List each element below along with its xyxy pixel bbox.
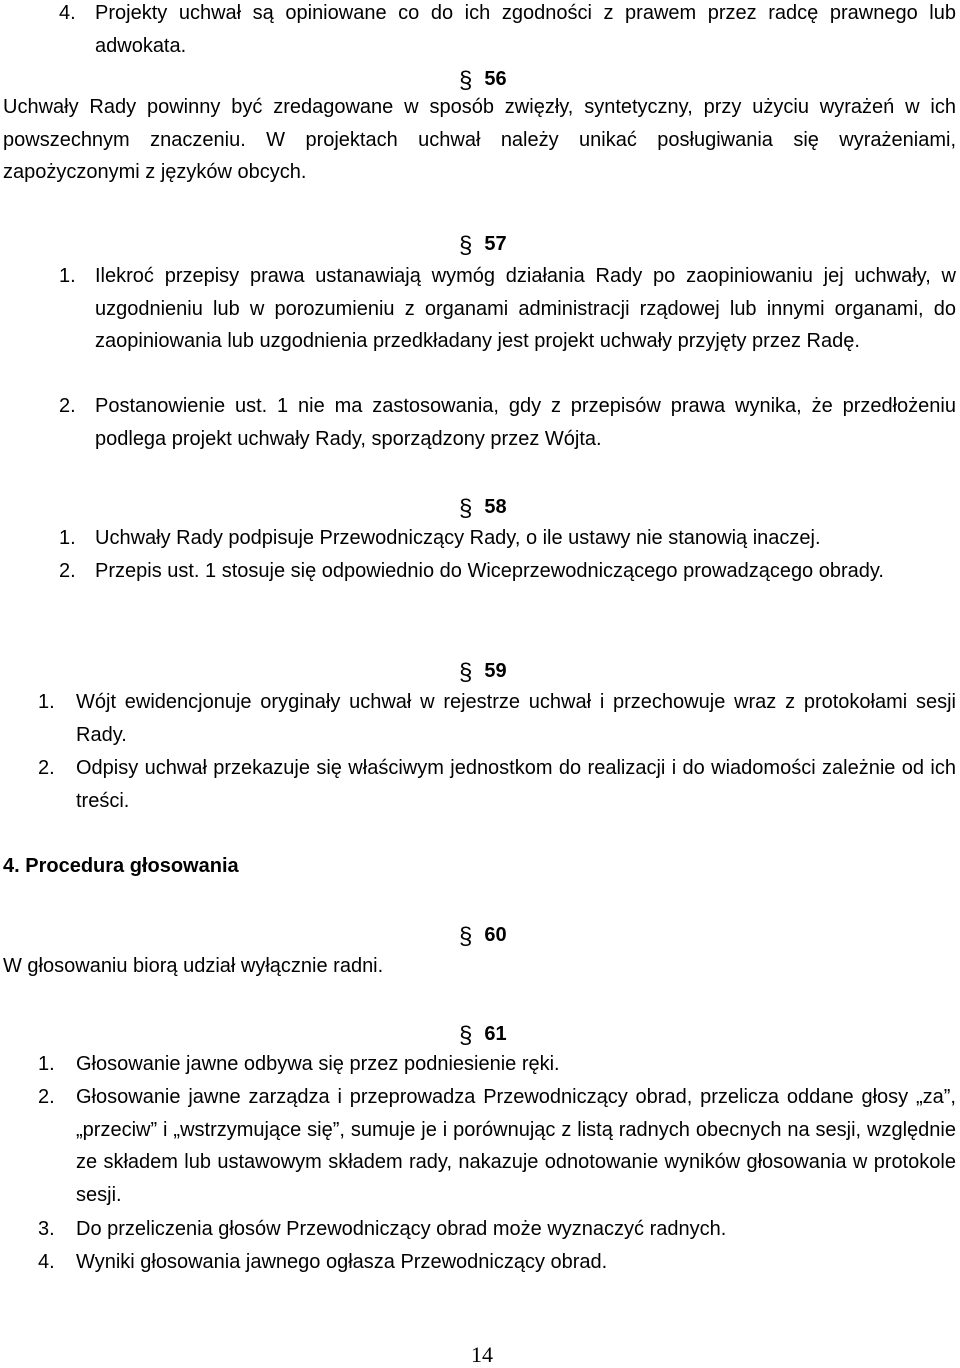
- paragraph-sign-icon: §: [459, 1022, 473, 1049]
- item-number: 2.: [38, 1086, 55, 1108]
- section-number: 61: [484, 1023, 507, 1045]
- paragraph-sign-icon: §: [459, 67, 473, 94]
- item-number: 1.: [38, 1053, 55, 1075]
- item-text: Wójt ewidencjonuje oryginały uchwał w rejestrze uchwał i przechowuje wraz z protokołami sesji Rady.: [76, 691, 956, 746]
- paragraph-sign-icon: §: [459, 923, 473, 950]
- item-number: 1.: [38, 691, 55, 713]
- chapter-heading: 4. Procedura głosowania: [3, 855, 239, 877]
- paragraph-sign-icon: §: [459, 495, 473, 522]
- paragraph-sign-icon: §: [459, 232, 473, 259]
- item-number: 4.: [38, 1251, 55, 1273]
- item-number: 2.: [59, 395, 76, 417]
- section-heading-60: [459, 921, 507, 948]
- item-text: Przepis ust. 1 stosuje się odpowiednio do Wiceprzewodniczącego prowadzącego obrady.: [95, 560, 884, 582]
- item-text: Wyniki głosowania jawnego ogłasza Przewodniczący obrad.: [76, 1251, 608, 1273]
- section-60-text: W głosowaniu biorą udział wyłącznie radni.: [3, 955, 384, 977]
- section-number: 58: [484, 496, 507, 518]
- item-text: Uchwały Rady podpisuje Przewodniczący Rady, o ile ustawy nie stanowią inaczej.: [95, 527, 821, 549]
- section-number: 60: [484, 924, 507, 946]
- item-number: 2.: [38, 757, 55, 779]
- item-number: 1.: [59, 265, 76, 287]
- item-text: Do przeliczenia głosów Przewodniczący obrad może wyznaczyć radnych.: [76, 1218, 727, 1240]
- section-number: 57: [484, 233, 507, 255]
- item-text: Postanowienie ust. 1 nie ma zastosowania, gdy z przepisów prawa wynika, że przedłożeniu podlega projekt uchwały Rady, sporządzony przez Wójta.: [95, 395, 956, 450]
- section-heading-59: [459, 657, 507, 684]
- item-text: Głosowanie jawne odbywa się przez podniesienie ręki.: [76, 1053, 560, 1075]
- item-number: 2.: [59, 560, 76, 582]
- item-number: 4.: [59, 2, 76, 24]
- paragraph-sign-icon: §: [459, 659, 473, 686]
- section-heading-56: [459, 65, 507, 92]
- item-text: Projekty uchwał są opiniowane co do ich zgodności z prawem przez radcę prawnego lub adwokata.: [95, 2, 956, 57]
- item-text: Ilekroć przepisy prawa ustanawiają wymóg działania Rady po zaopiniowaniu jej uchwały, w uzgodnieniu lub w porozumieniu z organami administracji rządowej lub innymi organami, do zaopiniowania lub uzgodnienia przedkładany jest projekt uchwały przyjęty przez Radę.: [95, 265, 956, 352]
- page-number: 14: [471, 1342, 493, 1367]
- item-number: 3.: [38, 1218, 55, 1240]
- section-heading-57: [459, 230, 507, 257]
- section-56-text: Uchwały Rady powinny być zredagowane w sposób zwięzły, syntetyczny, przy użyciu wyrażeń w ich powszechnym znaczeniu. W projektach uchwał należy unikać posługiwania się wyrażeniami, zapożyczonymi z języków obcych.: [3, 96, 956, 183]
- section-number: 59: [484, 660, 507, 682]
- section-heading-58: [459, 493, 507, 520]
- item-text: Odpisy uchwał przekazuje się właściwym jednostkom do realizacji i do wiadomości zależnie od ich treści.: [76, 757, 956, 812]
- section-heading-61: [459, 1020, 507, 1047]
- item-number: 1.: [59, 527, 76, 549]
- section-number: 56: [484, 68, 507, 90]
- item-text: Głosowanie jawne zarządza i przeprowadza Przewodniczący obrad, przelicza oddane głosy „za”, „przeciw” i „wstrzymujące się”, sumuje je i porównując z listą radnych obecnych na sesji, względnie ze składem lub ustawowym składem rady, nakazuje odnotowanie wyników głosowania w protokole sesji.: [76, 1086, 956, 1206]
